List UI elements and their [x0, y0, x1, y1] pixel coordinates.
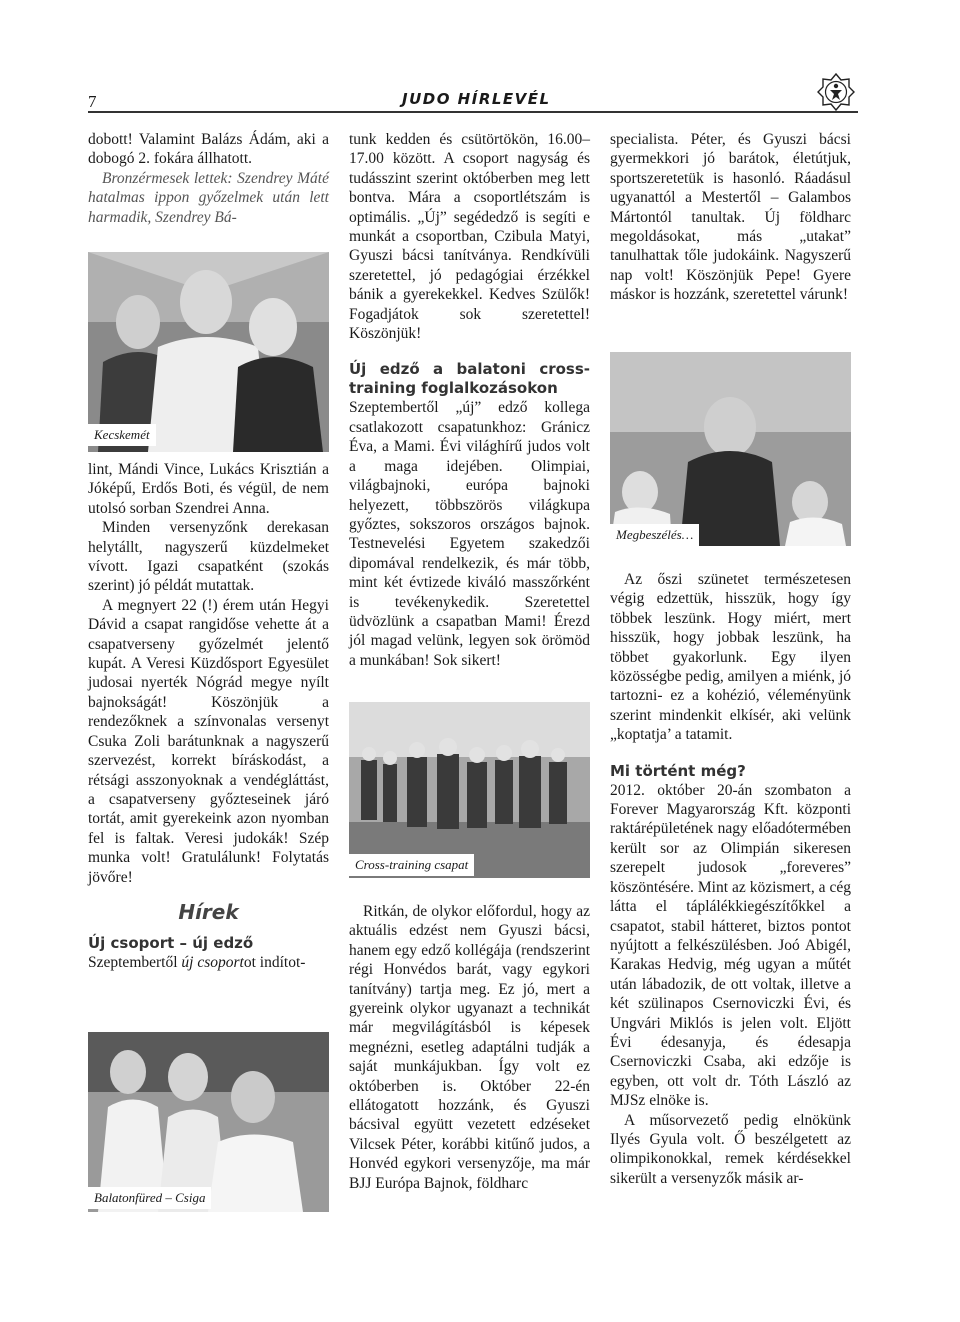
- kecskemet-photo-image: [88, 252, 329, 452]
- col2-paragraph-3: Ritkán, de olykor előfordul, hogy az aktuális edzést nem Gyuszi bácsi, hanem egy edző kollégája (rendszerint régi Honvédos barát, vagy egykori tanítvány) tartja meg. Ez jó, mert a gyereink olykor ugyanazt a technikát már megvilágításból is képesek megnézni, esetleg adaptálni tudják a saját munkájukban. Így volt ez októberben is. Október 22-én ellátogatott hozzánk, és Gyuszi bácsival együtt vezetett edzéseket Vilcsek Péter, korábbi kitűnő judos, a Honvéd egykori versenyzője, ma már BJJ Európa Bajnok, földharc: [349, 903, 590, 1192]
- col1-paragraph-2: Bronzérmesek lettek: Szendrey Máté hatalmas ippon győzelmek után lett harmadik, Szendrey Bá-: [88, 169, 329, 226]
- photo-balatonfured-caption: Balatonfüred – Csiga: [88, 1187, 211, 1209]
- megbeszeles-photo-image: [610, 352, 851, 546]
- cross-training-photo-image: [349, 702, 590, 878]
- column-2-continued: [349, 902, 590, 1193]
- column-1-continued: [88, 460, 329, 973]
- column-2: [349, 130, 590, 670]
- newsletter-title: JUDO HÍRLEVÉL: [402, 90, 551, 108]
- photo-balatonfured: [88, 1032, 329, 1212]
- subheading-uj-csoport: Új csoport – új edző: [88, 934, 254, 953]
- col1-paragraph-3: lint, Mándi Vince, Lukács Krisztián a Jóképű, Erdős Boti, és végül, de nem utolsó sorban Szendrei Anna.: [88, 461, 329, 517]
- photo-megbeszeles-caption: Megbeszélés…: [610, 524, 699, 546]
- photo-kecskemet-caption: Kecskemét: [88, 424, 156, 446]
- col3-paragraph-2: Az őszi szünetet természetesen végig edzettük, hisszük, hogy így többek leszünk. Hogy miért, mert hisszük, hogy jobbak leszünk, ha többet gyakorlunk. Egy ilyen közösségbe pedig, amilyen a miénk, jó tartozni- ez a kohézió, véleményünk szerint mindenkit elkísér, aki velünk „koptatja’ a tatamit.: [610, 571, 851, 744]
- photo-megbeszeles: [610, 352, 851, 546]
- col3-paragraph-4: A műsorvezető pedig elnökünk Ilyés Gyula volt. Ő beszélgetett az olimpikonokkal, remek kérdésekkel sikerült a versenyzők másik ar-: [610, 1111, 851, 1187]
- col3-paragraph-3: 2012. október 20-án szombaton a Forever Magyarország Kft. központi raktárépületének nagy előadótermében került sor az Olimpián sikeresen szerepelt judosok „foreveres” köszöntésére. Mint az közismert, a cég látta el táplálékkiegészítőkkel a csapatot, stabil hátteret, biztos pontot nyújtott a felkészülésben. Joó Abigél, Karakas Hedvig, még ugyan a műtét után lábadozik, de ott voltak, illetve a két szülinapos Csernoviczki Évi, és Ungvári Miklós is jelen volt. Eljött Évi édesanyja, és édesapja Csernoviczki Csaba, aki edzője is egyben, ott volt dr. Tóth László az MJSz elnöke is.: [610, 781, 851, 1110]
- balatonfured-photo-image: [88, 1032, 329, 1212]
- header-rule: [88, 111, 858, 113]
- photo-cross-training-caption: Cross-training csapat: [349, 854, 474, 876]
- col1-paragraph-4: Minden versenyzőnk derekasan helytállt, nagyszerű küzdelmeket vívott. Igazi csapatként (szokás szerint) jó példát mutattak.: [88, 519, 329, 595]
- col1-paragraph-1: dobott! Valamint Balázs Ádám, aki a dobogó 2. fokára állhatott.: [88, 131, 329, 168]
- page-number: 7: [88, 92, 97, 111]
- subheading-mi-tortent: Mi történt még?: [610, 761, 746, 780]
- column-1: [88, 130, 329, 227]
- col1-paragraph-5: A megnyert 22 (!) érem után Hegyi Dávid a csapat rangidőse vehette át a csapatverseny győzelmét jelentő kupát. A Veresi Küzdősport Egyesület judosai nyerték Nógrád megye nyílt bajnokságát! Köszönjük a rendezőknek a színvonalas versenyt Csuka Zoli barátunknak a nagyszerű szervezést, korrekt bíráskodást, a rétsági asszonyoknak a vendégláttást, a csapatverseny győzteseinek járó tortát, amit gyerekeink azon nyomban fel is faltak. Veresi judokák! Szép munka volt! Gratulálunk! Folytatás jövőre!: [88, 596, 329, 886]
- section-title-hirek: Hírek: [178, 899, 239, 924]
- col2-paragraph-2: Szeptembertől „új” edző kollega csatlakozott csapatunkhoz: Gránicz Éva, a Mami. Évi világhírű judos volt a maga idejében. Olimpiai, világbajnoki, európa bajnoki helyezett, többszörös világkupa győztes, sokszoros országos bajnok. Testnevelési Egyetem szakedzői dipomával rendelkezik, és már több, mint két évtizede kiváló masszőrként is tevékenykedik. Szeretettel üdvözlünk a csapatban Mami! Érezd jól magad velünk, legyen sok örömöd a munkában! Sok sikert!: [349, 399, 590, 669]
- col3-paragraph-1: specialista. Péter, és Gyuszi bácsi gyermekkori jó barátok, életútjuk, sportszeretetük is hasonló. Ráadásul ugyanattól a Mestertől – Galambos Mártontól tanultak. Új földharc megoldásokat, más „utakat” tanulhattak tőle judokáink. Nagyszerű nap volt! Köszönjük Pepe! Gyere máskor is hozzánk, szeretettel várunk!: [610, 131, 851, 304]
- column-3-continued: [610, 570, 851, 1188]
- judo-emblem-icon: [816, 72, 856, 112]
- subheading-uj-edzo: Új edző a balatoni cross-training foglalkozásokon: [349, 360, 590, 398]
- photo-cross-training: [349, 702, 590, 878]
- column-3: [610, 130, 851, 305]
- col2-paragraph-1: tunk kedden és csütörtökön, 16.00–17.00 között. A csoport nagyság és tudásszint szerint októberben meg lett bontva. Mára a csoportlétszám is optimális. „Új” segédedző is segíti e munkát a csoportban, Czibula Matyi, Gyuszi bácsi tanítványa. Rendkívüli szeretettel, jó pedagógiai érzékkel bánik a gyerekekkel. Kedves Szülők! Fogadjátok sok szeretettel! Köszönjük!: [349, 131, 590, 343]
- photo-kecskemet: [88, 252, 329, 452]
- col1-paragraph-6: Szeptembertől új csoportot indítot-: [88, 954, 306, 972]
